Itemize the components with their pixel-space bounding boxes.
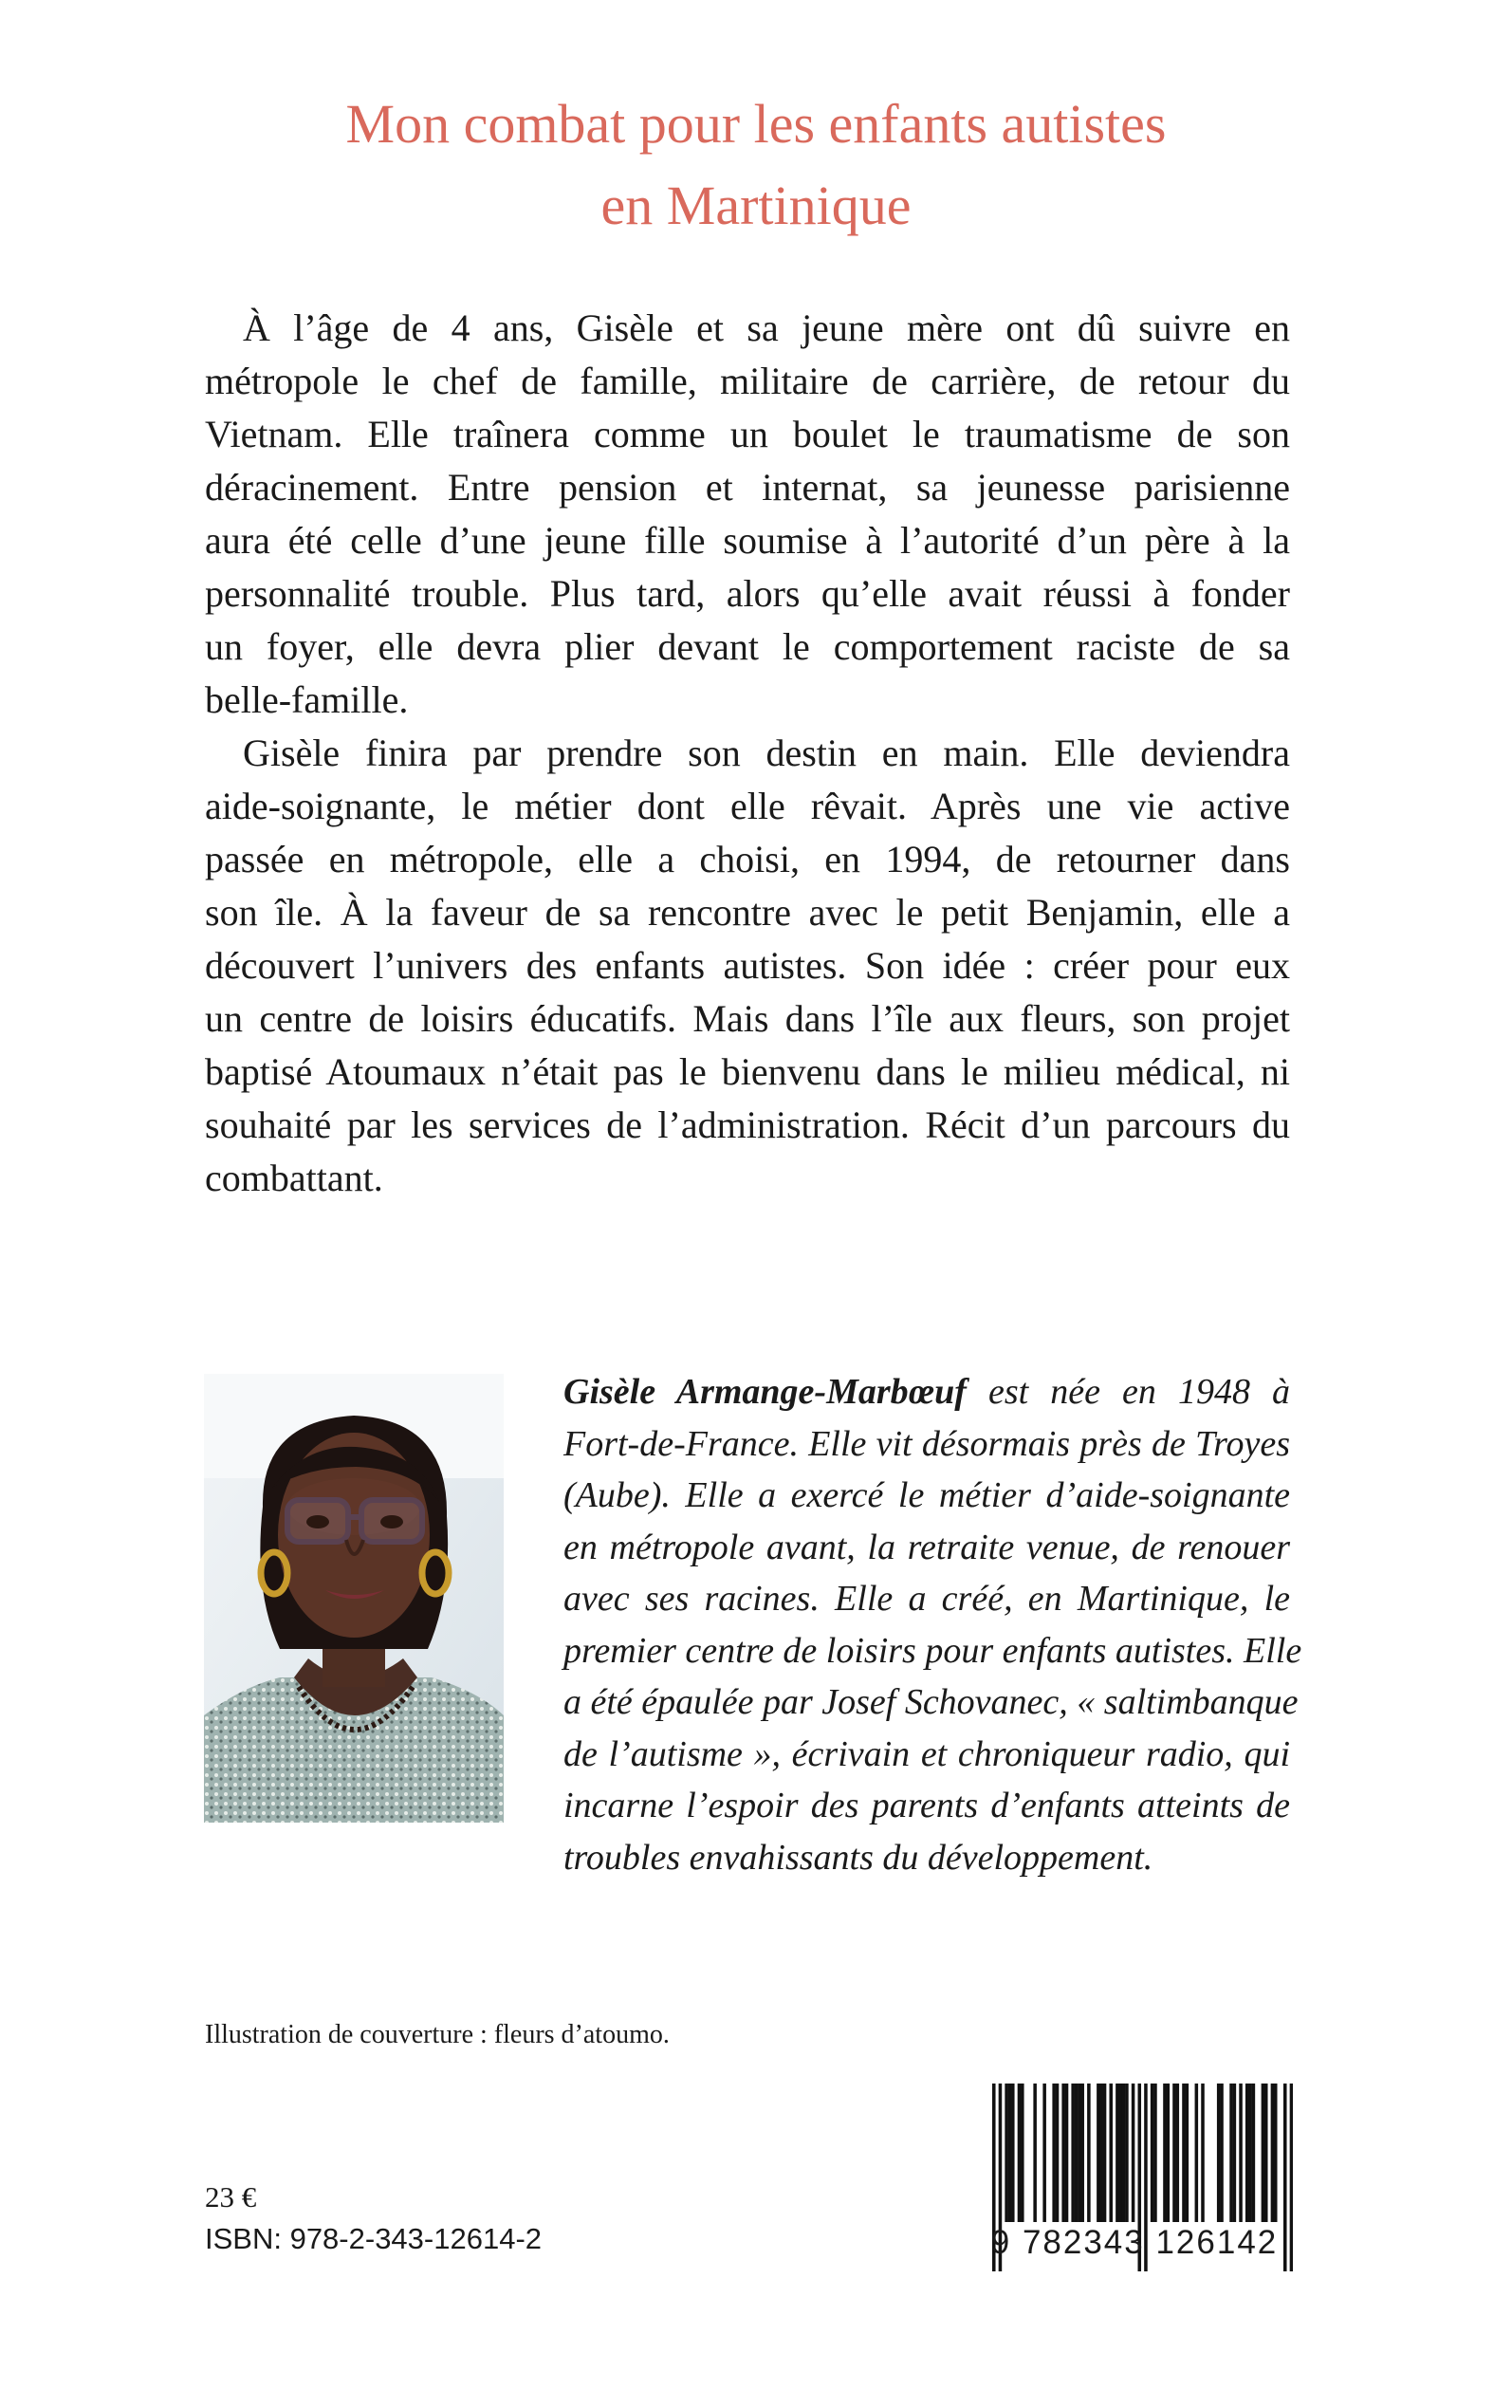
text-line: belle-famille. [205,678,409,721]
text-line: aura été celle d’une jeune fille soumise à l’autorité d’un père à la [205,519,1290,562]
text-line: souhaité par les services de l’administration. Récit d’un parcours du [205,1103,1290,1146]
barcode-bar [1239,2084,1243,2222]
barcode-bar [1087,2084,1091,2222]
author-photo [204,1374,504,1823]
barcode-bar [1109,2084,1113,2222]
author-biography [563,1366,1302,1883]
text-line: combattant. [205,1157,383,1199]
barcode-bar [1233,2084,1237,2222]
text-line: métropole le chef de famille, militaire de carrière, de retour du [205,360,1290,402]
title-line-1: Mon combat pour les enfants autistes [345,93,1167,155]
barcode-bar [1021,2084,1024,2222]
barcode-bar [1125,2084,1129,2222]
barcode-bar [1018,2084,1022,2222]
text-line: découvert l’univers des enfants autistes. Son idée : créer pour eux [205,944,1290,987]
barcode-bar [1220,2084,1224,2222]
barcode-bar [1011,2084,1015,2222]
bio-first-line-rest: est née en 1948 à [966,1372,1291,1412]
text-line: en métropole avant, la retraite venue, de renouer [563,1527,1290,1567]
text-line: baptisé Atoumaux n’était pas le bienvenu dans le milieu médical, ni [205,1050,1290,1093]
barcode-bar [1052,2084,1056,2222]
barcode-bar [1271,2084,1275,2222]
barcode-bar [1056,2084,1060,2222]
barcode-bar [1274,2084,1278,2222]
barcode-bar [1132,2084,1135,2222]
barcode-bar [1182,2084,1186,2222]
barcode-bar [1061,2084,1065,2222]
barcode-bar [1008,2084,1012,2222]
barcode-bar [1186,2084,1189,2222]
price: 23 € [205,2180,257,2214]
barcode-bar [1229,2084,1233,2222]
text-line: troubles envahissants du développement. [563,1837,1153,1878]
text-line: un foyer, elle devra plier devant le comportement raciste de sa [205,625,1290,668]
barcode-bar [1075,2084,1079,2222]
barcode-number: 9 782343 126142 [990,2224,1279,2261]
barcode-bar [1080,2084,1084,2222]
barcode-bar [1217,2084,1221,2222]
barcode-bar [1172,2084,1176,2222]
barcode-bar [1103,2084,1107,2222]
barcode-bar [1262,2084,1265,2222]
text-line: de l’autisme », écrivain et chroniqueur radio, qui [563,1733,1290,1774]
barcode-bar [1118,2084,1122,2222]
text-line: déracinement. Entre pension et internat, sa jeunesse parisienne [205,466,1290,509]
barcode-bar [1201,2084,1205,2222]
summary-paragraph-2 [205,727,1290,1205]
text-line: incarne l’espoir des parents d’enfants atteints de [563,1786,1290,1825]
barcode-bar [1245,2084,1249,2222]
barcode-bar [1116,2084,1119,2222]
text-line: a été épaulée par Josef Schovanec, « saltimbanque [563,1682,1299,1722]
author-portrait-image [204,1374,504,1823]
title-line-2: en Martinique [600,175,912,236]
back-cover-summary [205,302,1290,1205]
barcode-bar [1163,2084,1167,2222]
barcode-bar [1099,2084,1103,2222]
barcode-bar [1122,2084,1126,2222]
barcode-bar [1065,2084,1069,2222]
text-line: un centre de loisirs éducatifs. Mais dans l’île aux fleurs, son projet [205,997,1290,1040]
barcode-bar [1176,2084,1180,2222]
text-line: Vietnam. Elle traînera comme un boulet le traumatisme de son [205,413,1290,455]
barcode-bar [1195,2084,1199,2222]
barcode-bar [1097,2084,1100,2222]
summary-paragraph-1 [205,302,1290,727]
cover-illustration-credit: Illustration de couverture : fleurs d’atoumo. [205,2020,670,2049]
text-line: Gisèle finira par prendre son destin en main. Elle deviendra [243,732,1290,774]
text-line: personnalité trouble. Plus tard, alors qu’elle avait réussi à fonder [205,572,1290,615]
barcode-bar [1078,2084,1081,2222]
barcode-bar [1151,2084,1154,2222]
barcode-bar [1071,2084,1075,2222]
barcode-bar [1264,2084,1268,2222]
barcode-bar [1153,2084,1157,2222]
book-title [0,83,1512,247]
barcode-bar [1252,2084,1256,2222]
text-line: À l’âge de 4 ans, Gisèle et sa jeune mère ont dû suivre en [243,306,1290,349]
text-line: son île. À la faveur de sa rencontre avec le petit Benjamin, elle a [205,891,1290,934]
barcode-bar [1167,2084,1171,2222]
barcode-bar [1248,2084,1252,2222]
text-line: (Aube). Elle a exercé le métier d’aide-soignante [563,1475,1290,1515]
text-line: passée en métropole, elle a choisi, en 1994, de retourner dans [205,838,1290,880]
bio-lines [563,1418,1302,1884]
text-line: avec ses racines. Elle a créé, en Martinique, le [563,1579,1290,1619]
isbn: ISBN: 978-2-343-12614-2 [205,2222,543,2255]
barcode-bar [1042,2084,1046,2222]
text-line: aide-soignante, le métier dont elle rêvait. Après une vie active [205,785,1290,827]
bio-first-line [563,1366,1290,1418]
barcode-bar [1033,2084,1037,2222]
author-name: Gisèle Armange-Marbœuf [563,1372,967,1412]
text-line: premier centre de loisirs pour enfants autistes. Elle [563,1630,1302,1671]
barcode-bar [1005,2084,1008,2222]
text-line: Fort-de-France. Elle vit désormais près de Troyes [563,1423,1290,1464]
